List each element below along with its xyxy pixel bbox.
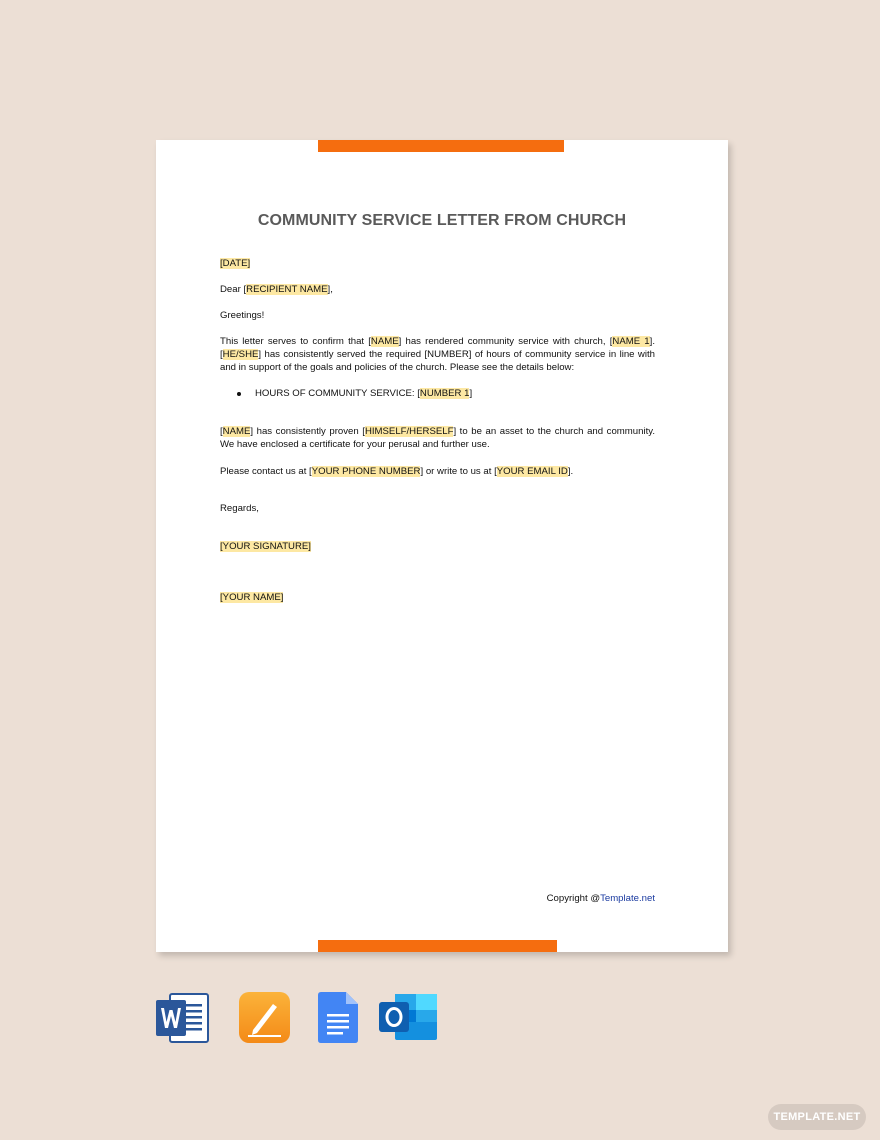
pages-icon[interactable]	[239, 992, 290, 1043]
word-icon[interactable]	[156, 992, 210, 1044]
bullet-hours	[220, 387, 690, 400]
paragraph-asset	[220, 425, 655, 451]
para3-text-1: Please contact us at [	[220, 466, 312, 477]
name-placeholder: NAME	[370, 336, 399, 347]
bullet-dot-icon	[237, 392, 241, 396]
copyright-prefix: Copyright @	[546, 893, 601, 904]
paragraph-confirmation	[220, 335, 655, 374]
your-name-line	[220, 591, 655, 604]
bullet-suffix: ]	[469, 388, 473, 399]
para3-text-3: ].	[567, 466, 574, 477]
signature-placeholder: [YOUR SIGNATURE]	[220, 541, 311, 552]
para2-text-3: ] to be an asset to the church and community. We have enclosed a certificate for your perusal and further use.	[220, 426, 655, 450]
para3-text-2: ] or write to us at [	[420, 466, 497, 477]
date-placeholder: [DATE]	[220, 258, 251, 269]
himself-herself-placeholder: HIMSELF/HERSELF	[364, 426, 454, 437]
closing: Regards,	[220, 503, 259, 514]
your-name-placeholder: [YOUR NAME]	[220, 592, 284, 603]
letter-page	[156, 140, 728, 952]
para1-text-4: ] has consistently served the required [NUMBER] of hours of community service in line with and in support of the goals and policies of the church. Please see the details below:	[220, 349, 655, 373]
para1-text-2: ] has rendered community service with church, [	[398, 336, 613, 347]
para1-text-3: ]. [	[220, 336, 655, 360]
salutation-suffix: ],	[327, 284, 333, 295]
salutation	[220, 283, 655, 296]
para1-text-1: This letter serves to confirm that [	[220, 336, 371, 347]
para2-text-1: [	[220, 426, 223, 437]
name-placeholder-2: NAME	[222, 426, 251, 437]
email-placeholder: YOUR EMAIL ID	[496, 466, 568, 477]
copyright-notice	[547, 893, 655, 904]
para2-text-2: ] has consistently proven [	[250, 426, 365, 437]
heshe-placeholder: HE/SHE	[222, 349, 259, 360]
bottom-accent-bar	[318, 940, 557, 952]
template-net-watermark: TEMPLATE.NET	[768, 1104, 866, 1130]
salutation-prefix: Dear [	[220, 284, 247, 295]
top-accent-bar	[318, 140, 564, 152]
document-title: COMMUNITY SERVICE LETTER FROM CHURCH	[257, 212, 627, 229]
google-docs-icon[interactable]	[318, 992, 358, 1043]
template-net-link[interactable]: Template.net	[600, 893, 655, 904]
number1-placeholder: NUMBER 1	[419, 388, 470, 399]
bullet-label: HOURS OF COMMUNITY SERVICE: [	[255, 388, 420, 399]
recipient-name-placeholder: RECIPIENT NAME	[246, 284, 328, 295]
date-line	[220, 257, 655, 270]
name1-placeholder: NAME 1	[612, 336, 650, 347]
paragraph-contact	[220, 465, 655, 478]
signature-line	[220, 540, 655, 553]
greeting: Greetings!	[220, 310, 265, 321]
phone-placeholder: YOUR PHONE NUMBER	[311, 466, 421, 477]
outlook-icon[interactable]	[379, 992, 439, 1042]
